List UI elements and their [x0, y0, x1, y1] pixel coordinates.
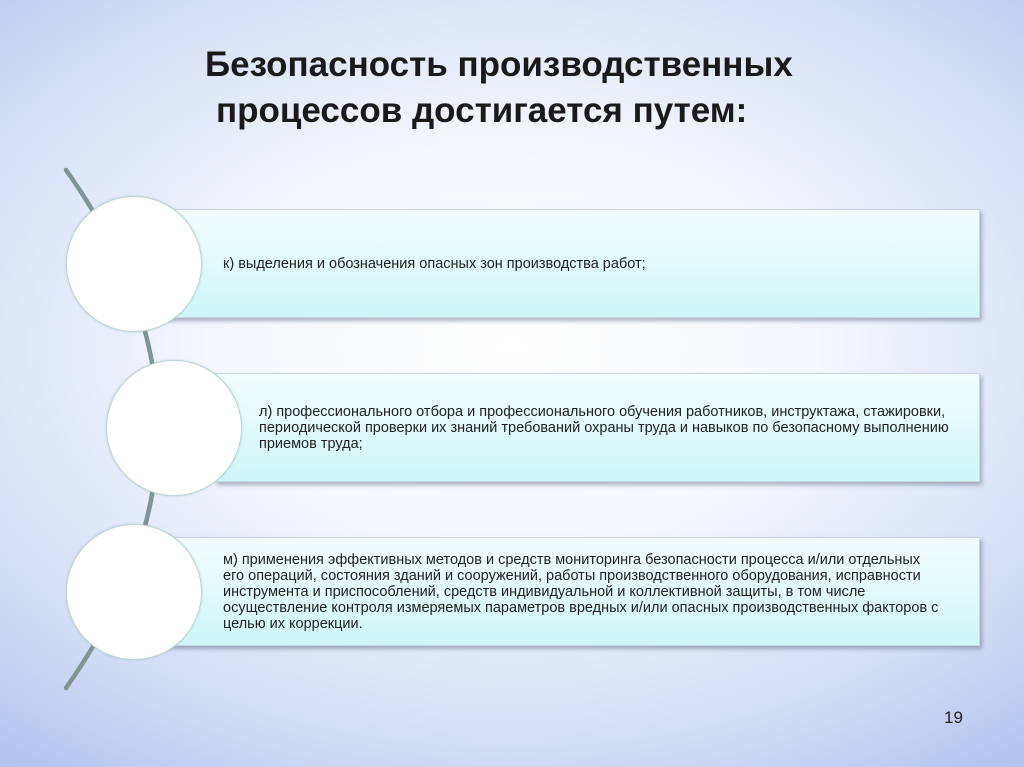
- list-item-m-text: м) применения эффективных методов и средств мониторинга безопасности процесса и/или отдельных его операций, состояния зданий и сооружений, работы производственного оборудования, исправности инструмента и приспособлений, средств индивидуальной и коллективной защиты, в том числе осуществление контроля измеряемых параметров вредных и/или опасных производственных факторов с целью их коррекции.: [223, 551, 939, 632]
- bullet-circle-k: [66, 196, 202, 332]
- page-number: 19: [944, 708, 963, 727]
- slide-title-line-2: процессов достигается путем:: [216, 91, 748, 130]
- slide-title-line-1: Безопасность производственных: [205, 45, 793, 84]
- list-item-m: [150, 537, 980, 646]
- list-item-k: [150, 209, 980, 318]
- list-item-l: [215, 373, 980, 482]
- list-item-k-text: к) выделения и обозначения опасных зон производства работ;: [223, 255, 646, 272]
- bullet-circle-l: [106, 360, 242, 496]
- bullet-circle-m: [66, 524, 202, 660]
- list-item-l-text: л) профессионального отбора и профессионального обучения работников, инструктажа, стажировки, периодической проверки их знаний требований охраны труда и навыков по безопасному выполнению приемов труда;: [259, 403, 949, 452]
